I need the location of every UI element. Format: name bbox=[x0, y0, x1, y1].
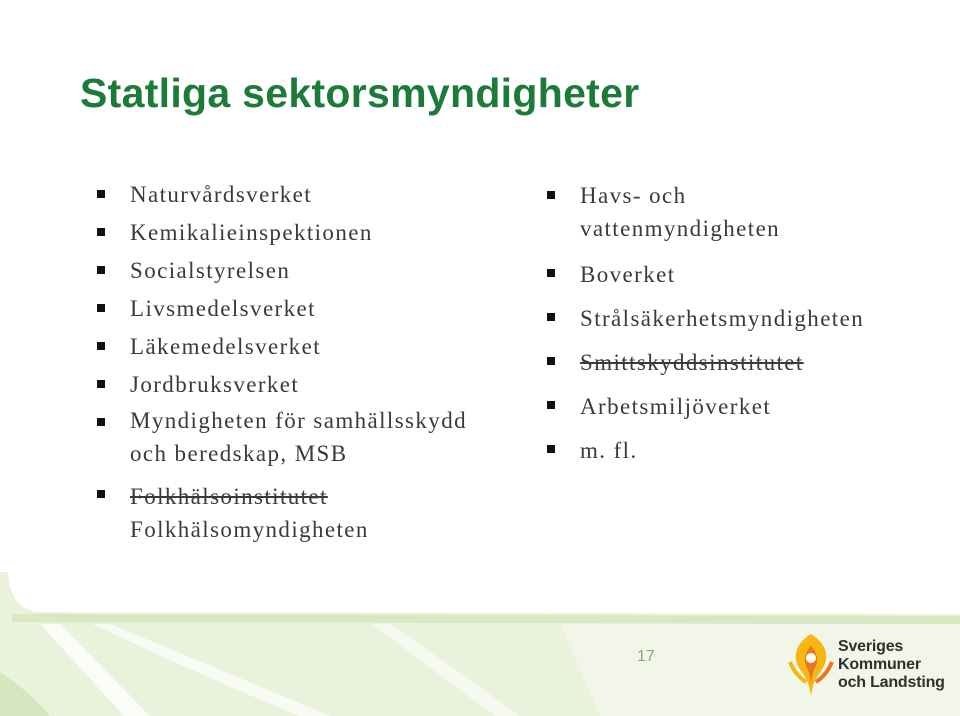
list-item bbox=[96, 480, 526, 546]
slide-title: Statliga sektorsmyndigheter bbox=[80, 70, 640, 116]
list-item-line: Folkhälsomyndigheten bbox=[130, 517, 369, 542]
list-item bbox=[96, 404, 526, 470]
list-item-line: Havs- och bbox=[580, 183, 687, 208]
skl-flame-icon bbox=[786, 632, 836, 698]
list-item: Läkemedelsverket bbox=[96, 328, 526, 366]
list-item-line: vattenmyndigheten bbox=[580, 216, 781, 241]
list-item: Livsmedelsverket bbox=[96, 290, 526, 328]
list-item bbox=[546, 179, 946, 245]
list-item: Jordbruksverket bbox=[96, 366, 526, 404]
list-item: Strålsäkerhetsmyndigheten bbox=[546, 299, 946, 339]
list-item-line: Myndigheten för samhällsskydd bbox=[130, 408, 468, 433]
struck-list-item-line: Smittskyddsinstitutet bbox=[580, 350, 804, 375]
list-item: Socialstyrelsen bbox=[96, 252, 526, 290]
left-bullet-list bbox=[96, 176, 526, 546]
list-item: Boverket bbox=[546, 255, 946, 295]
skl-logo-text bbox=[838, 638, 945, 692]
list-item-line: och beredskap, MSB bbox=[130, 441, 348, 466]
list-item: Kemikalieinspektionen bbox=[96, 214, 526, 252]
list-item: Arbetsmiljöverket bbox=[546, 387, 946, 427]
logo-line: Kommuner bbox=[838, 656, 921, 673]
logo-line: Sveriges bbox=[838, 638, 904, 655]
list-item: m. fl. bbox=[546, 431, 946, 471]
list-item bbox=[546, 343, 946, 383]
struck-list-item-line: Folkhälsoinstitutet bbox=[130, 484, 328, 509]
list-item: Naturvårdsverket bbox=[96, 176, 526, 214]
logo-line: och Landsting bbox=[838, 674, 945, 691]
right-bullet-list bbox=[546, 179, 946, 475]
page-number: 17 bbox=[637, 648, 655, 665]
